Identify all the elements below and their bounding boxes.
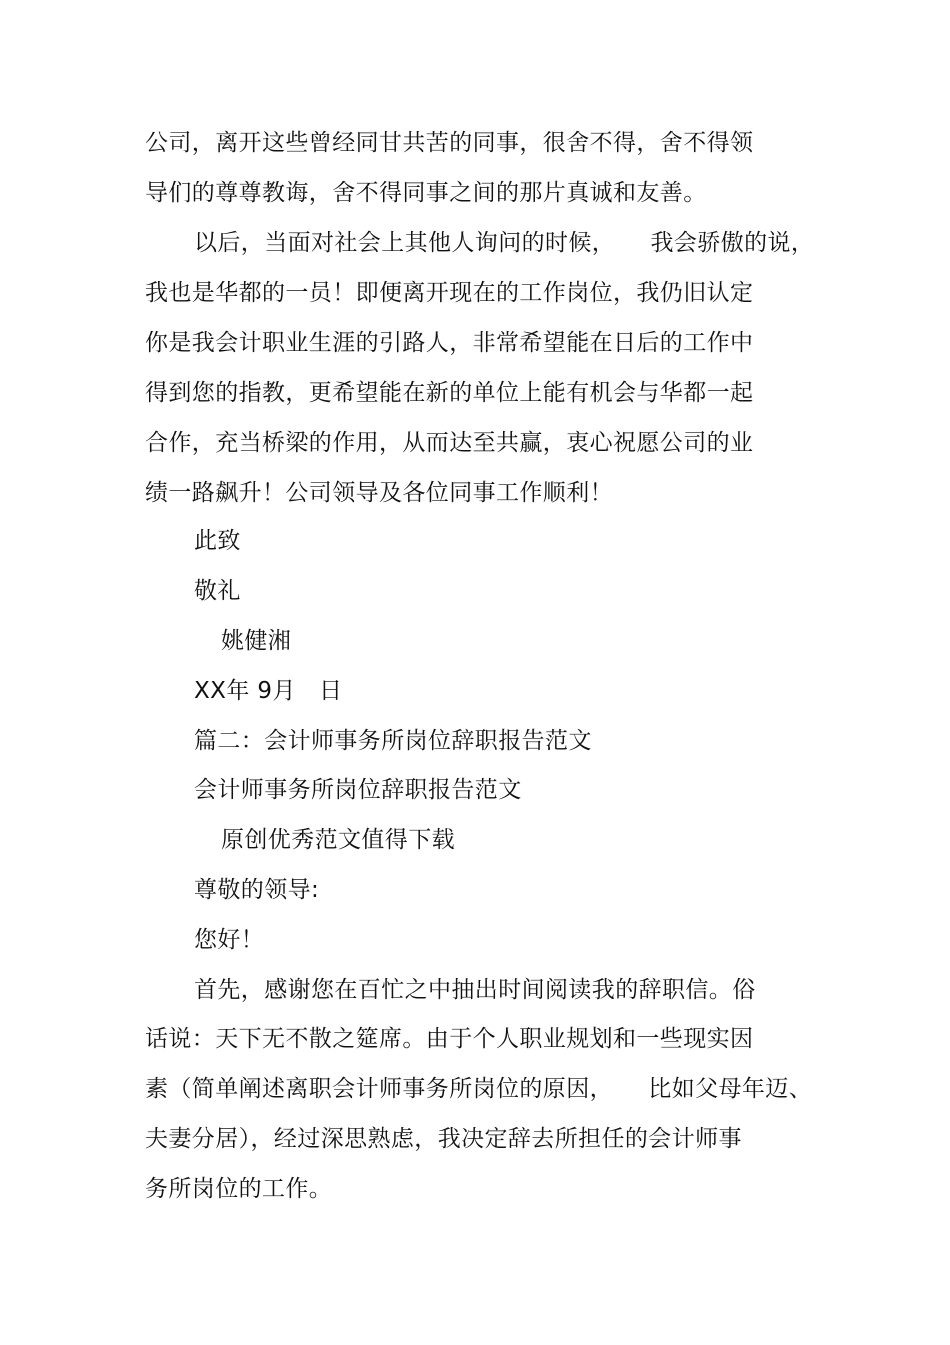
body-text-line: 合作，充当桥梁的作用，从而达至共赢，衷心祝愿公司的业 <box>145 430 754 456</box>
greeting-line: 您好！ <box>194 927 265 953</box>
body-text-line: 公司，离开这些曾经同甘共苦的同事，很舍不得，舍不得领 <box>145 130 754 156</box>
body-text-line: 以后，当面对社会上其他人询问的时候， 我会骄傲的说， <box>194 230 815 256</box>
body-text-line: 导们的尊尊教诲，舍不得同事之间的那片真诚和友善。 <box>145 180 707 206</box>
body-text-line: 我也是华都的一员！即便离开现在的工作岗位，我仍旧认定 <box>145 280 754 306</box>
greeting-line: 尊敬的领导: <box>194 877 320 903</box>
closing-salutation: 此致 <box>194 528 241 554</box>
signature-date: XX年 9月 日 <box>194 678 343 704</box>
signature-name: 姚健湘 <box>221 628 292 654</box>
body-text-line: 话说：天下无不散之筵席。由于个人职业规划和一些现实因 <box>145 1026 754 1052</box>
body-text-line: 务所岗位的工作。 <box>145 1176 333 1202</box>
body-text-line: 你是我会计职业生涯的引路人，非常希望能在日后的工作中 <box>145 330 754 356</box>
document-subtitle: 原创优秀范文值得下载 <box>221 827 455 853</box>
closing-regards: 敬礼 <box>194 578 241 604</box>
section-heading: 篇二：会计师事务所岗位辞职报告范文 <box>194 728 592 754</box>
body-text-line: 素（简单阐述离职会计师事务所岗位的原因， 比如父母年迈、 <box>145 1076 813 1102</box>
document-title: 会计师事务所岗位辞职报告范文 <box>194 777 522 803</box>
body-text-line: 绩一路飙升！公司领导及各位同事工作顺利！ <box>145 480 613 506</box>
body-text-line: 首先，感谢您在百忙之中抽出时间阅读我的辞职信。俗 <box>194 977 756 1003</box>
body-text-line: 得到您的指教，更希望能在新的单位上能有机会与华都一起 <box>145 380 754 406</box>
body-text-line: 夫妻分居），经过深思熟虑，我决定辞去所担任的会计师事 <box>145 1126 742 1152</box>
